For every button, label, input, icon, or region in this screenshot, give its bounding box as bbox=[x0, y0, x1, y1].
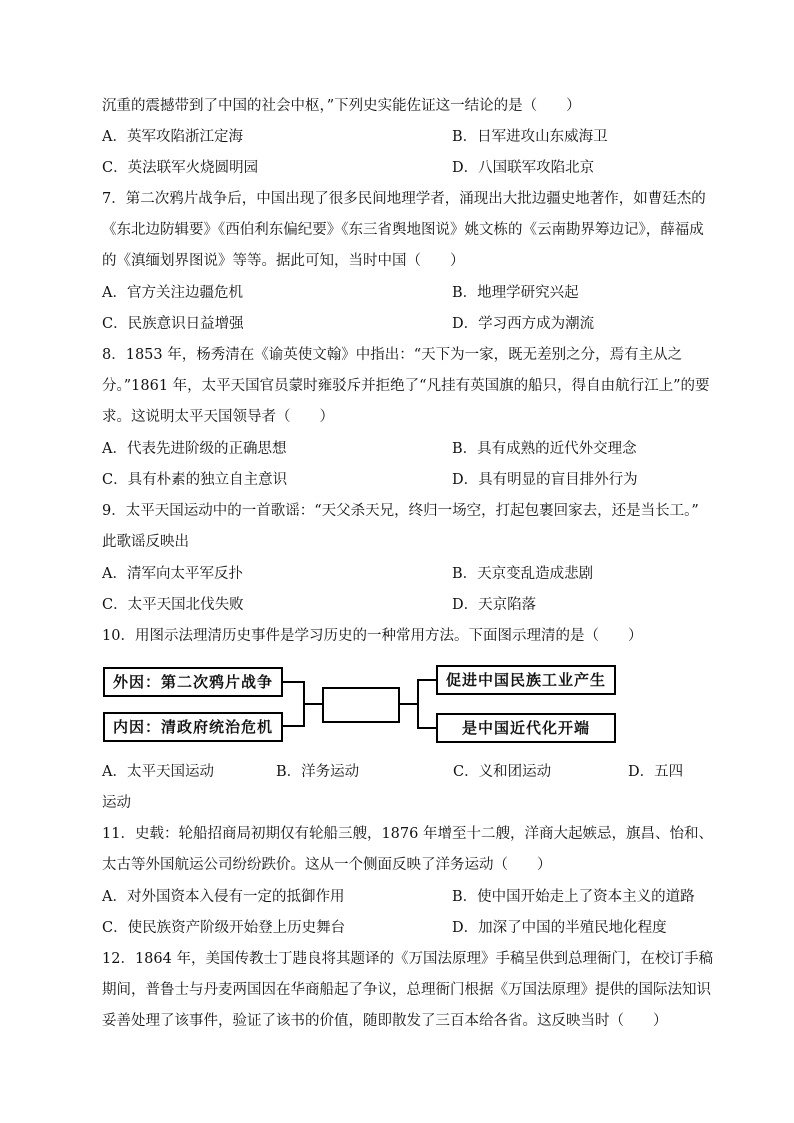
q12-stem-line-2: 期间，普鲁士与丹麦两国因在华商船起了争议，总理衙门根据《万国法原理》提供的国际法知识 bbox=[102, 982, 711, 998]
diagram-outer-cause-box: 外因：第二次鸦片战争 bbox=[103, 667, 283, 697]
diagram-answer-blank-box bbox=[322, 687, 400, 723]
q11-option-a: A．对外国资本入侵有一定的抵御作用 bbox=[102, 889, 345, 905]
q8-stem-line-1: 8．1853 年，杨秀清在《谕英使文翰》中指出：“天下为一家，既无差别之分，焉有主从之 bbox=[102, 347, 683, 363]
q12-stem-line-3: 妥善处理了该事件，验证了该书的价值，随即散发了三百本给各省。这反映当时（ ） bbox=[102, 1013, 668, 1029]
q7-option-b: B．地理学研究兴起 bbox=[452, 285, 579, 301]
diagram-effect-2-box: 是中国近代化开端 bbox=[436, 713, 616, 743]
q7-option-a: A．官方关注边疆危机 bbox=[102, 285, 243, 301]
q6-option-d: D．八国联军攻陷北京 bbox=[452, 160, 595, 176]
q9-option-a: A．清军向太平军反扑 bbox=[102, 566, 243, 582]
q7-option-d: D．学习西方成为潮流 bbox=[452, 316, 595, 332]
q9-option-d: D．天京陷落 bbox=[452, 597, 537, 613]
q8-stem-line-3: 求。这说明太平天国领导者（ ） bbox=[102, 409, 334, 425]
q10-option-d: D．五四 bbox=[628, 764, 684, 780]
q8-option-a: A．代表先进阶级的正确思想 bbox=[102, 441, 287, 457]
q11-option-c: C．使民族资产阶级开始登上历史舞台 bbox=[102, 920, 346, 936]
q9-option-c: C．太平天国北伐失败 bbox=[102, 597, 244, 613]
q9-option-b: B．天京变乱造成悲剧 bbox=[452, 566, 594, 582]
q7-stem-line-1: 7．第二次鸦片战争后，中国出现了很多民间地理学者，涌现出大批边疆史地著作，如曹廷杰的 bbox=[102, 191, 706, 207]
q6-option-a: A．英军攻陷浙江定海 bbox=[102, 129, 243, 145]
q7-stem-line-2: 《东北边防辑要》《西伯利东偏纪要》《东三省舆地图说》姚文栋的《云南勘界筹边记》，薛福成 bbox=[102, 222, 704, 238]
q9-stem-line-1: 9．太平天国运动中的一首歌谣：“天父杀天兄，终归一场空，打起包裹回家去，还是当长工。” bbox=[102, 503, 699, 519]
diagram-inner-cause-box: 内因：清政府统治危机 bbox=[103, 712, 283, 742]
q9-stem-line-2: 此歌谣反映出 bbox=[102, 534, 189, 550]
q8-stem-line-2: 分。”1861 年，太平天国官员蒙时雍驳斥并拒绝了“凡挂有英国旗的船只，得自由航行江上”的要 bbox=[102, 378, 710, 394]
q6-option-c: C．英法联军火烧圆明园 bbox=[102, 160, 259, 176]
q11-stem-line-2: 太古等外国航运公司纷纷跌价。这从一个侧面反映了洋务运动（ ） bbox=[102, 857, 552, 873]
q10-stem: 10．用图示法理清历史事件是学习历史的一种常用方法。下面图示理清的是（ ） bbox=[102, 628, 643, 644]
diagram-effect-1-box: 促进中国民族工业产生 bbox=[436, 665, 616, 695]
q6-stem-tail: 沉重的震撼带到了中国的社会中枢，”下列史实能佐证这一结论的是（ ） bbox=[102, 98, 581, 114]
q10-option-b: B．洋务运动 bbox=[276, 764, 360, 780]
q10-option-c: C．义和团运动 bbox=[453, 764, 552, 780]
q10-option-d-wrap: 运动 bbox=[102, 795, 131, 811]
q11-stem-line-1: 11．史载：轮船招商局初期仅有轮船三艘，1876 年增至十二艘，洋商大起嫉忌，旗昌、怡和、 bbox=[102, 826, 713, 842]
q8-option-d: D．具有明显的盲目排外行为 bbox=[452, 472, 638, 488]
q6-option-b: B．日军进攻山东威海卫 bbox=[452, 129, 608, 145]
q8-option-c: C．具有朴素的独立自主意识 bbox=[102, 472, 288, 488]
q8-option-b: B．具有成熟的近代外交理念 bbox=[452, 441, 637, 457]
q11-option-b: B．使中国开始走上了资本主义的道路 bbox=[452, 889, 695, 905]
q7-stem-line-3: 的《滇缅划界图说》等等。据此可知，当时中国（ ） bbox=[102, 253, 465, 269]
q7-option-c: C．民族意识日益增强 bbox=[102, 316, 244, 332]
q10-option-a: A．太平天国运动 bbox=[102, 764, 214, 780]
q11-option-d: D．加深了中国的半殖民地化程度 bbox=[452, 920, 667, 936]
q12-stem-line-1: 12．1864 年，美国传教士丁韪良将其题译的《万国法原理》手稿呈供到总理衙门，在校订手稿 bbox=[102, 951, 713, 967]
